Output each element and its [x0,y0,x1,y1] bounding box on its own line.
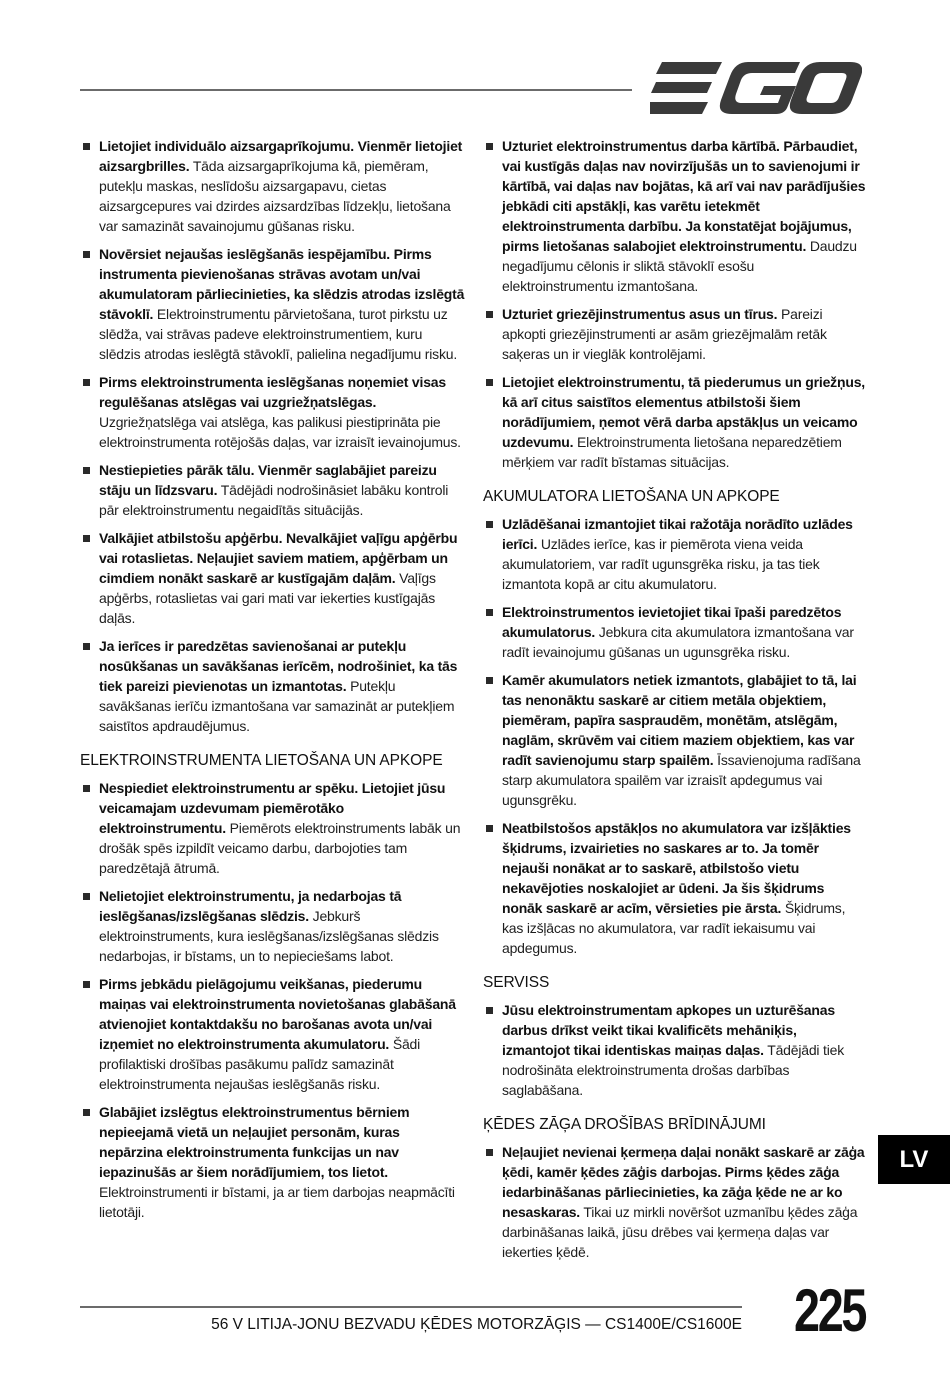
header-rule [80,89,632,91]
list-item: Jūsu elektroinstrumentam apkopes un uzturēšanas darbus drīkst veikt tikai kvalificēts mehāniķis, izmantojot tikai identiskas maiņas daļas. Tādējādi tiek nodrošināta elektroinstrumenta drošas darbības saglabāšana. [483,1000,868,1100]
section-heading: ĶĒDES ZĀĢA DROŠĪBAS BRĪDINĀJUMI [483,1116,766,1133]
list-item: Kamēr akumulators netiek izmantots, glabājiet to tā, lai tas nenonāktu saskarē ar citiem metāla objektiem, piemēram, papīra saspraudēm, monētām, atslēgām, naglām, skrūvēm vai citiem maziem objektiem, kas var radīt savienojumu starp spailēm. Īssavienojuma radīšana starp akumulatora spailēm var izraisīt apdegumus vai ugunsgrēku. [483,670,868,810]
section-heading: AKUMULATORA LIETOŠANA UN APKOPE [483,488,780,505]
ego-logo [650,62,862,114]
list-item: Glabājiet izslēgtus elektroinstrumentus bērniem nepieejamā vietā un neļaujiet personām, kuras nepārzina elektroinstrumenta funkcijas un nav iepazinušās ar šiem norādījumiem, tos lietot. Elektroinstrumenti ir bīstami, ja ar tiem darbojas neapmācīti lietotāji. [80,1102,465,1222]
list-item: Nelietojiet elektroinstrumentu, ja nedarbojas tā ieslēgšanas/izslēgšanas slēdzis. Jebkurš elektroinstruments, kura ieslēgšanas/izslēgšanas slēdzis nedarbojas, ir bīstams, un to nepieciešams labot. [80,886,465,966]
list-item: Pirms elektroinstrumenta ieslēgšanas noņemiet visas regulēšanas atslēgas vai uzgriežņatslēgas. Uzgriežņatslēga vai atslēga, kas palikusi piestiprināta pie elektroinstrumenta rotējošās daļas, var izraisīt ievainojumus. [80,372,465,452]
section-heading: ELEKTROINSTRUMENTA LIETOŠANA UN APKOPE [80,752,443,769]
list-item: Neatbilstošos apstākļos no akumulatora var izšļākties šķidrums, izvairieties no saskares ar to. Ja tomēr nejauši nonākat ar to saskarē, atbilstošo vietu nekavējoties noskalojiet ar ūdeni. Ja šis šķidrums nonāk saskarē ar acīm, vērsieties pie ārsta. Šķidrums, kas izšļācas no akumulatora, var radīt iekaisumu vai apdegumus. [483,818,868,958]
list-item: Uzturiet griezējinstrumentus asus un tīrus. Pareizi apkopti griezējinstrumenti ar asām griezējmalām retāk saķeras un ir vieglāk kontrolējami. [483,304,868,364]
list-item: Nestiepieties pārāk tālu. Vienmēr saglabājiet pareizu stāju un līdzsvaru. Tādējādi nodrošināsiet labāku kontroli pār elektroinstrumentu negaidītās situācijās. [80,460,465,520]
language-tab: LV [878,1135,950,1184]
footer-title: 56 V LITIJA-JONU BEZVADU ĶĒDES MOTORZĀĢIS — CS1400E/CS1600E [211,1316,742,1333]
list-item: Uzturiet elektroinstrumentus darba kārtībā. Pārbaudiet, vai kustīgās daļas nav novirzījušās un to savienojumi ir kārtībā, vai daļas nav bojātas, kā arī vai nav parādījušies jebkādi citi apstākļi, kas varētu ietekmēt elektroinstrumenta darbību. Ja konstatējat bojājumus, pirms lietošanas salabojiet elektroinstrumentu. Daudzu negadījumu cēlonis ir sliktā stāvoklī esošu elektroinstrumentu izmantošana. [483,136,868,296]
list-item: Lietojiet individuālo aizsargaprīkojumu. Vienmēr lietojiet aizsargbrilles. Tāda aizsargaprīkojuma kā, piemēram, putekļu maskas, neslīdošu aizsargapavu, cietas aizsargcepures vai dzirdes aizsardzības līdzekļu, lietošana var samazināt savainojumu gūšanas risku. [80,136,465,236]
list-item: Ja ierīces ir paredzētas savienošanai ar putekļu nosūkšanas un savākšanas ierīcēm, nodrošiniet, ka tās tiek pareizi pievienotas un izmantotas. Putekļu savākšanas ierīču izmantošana var samazināt ar putekļiem saistītos apdraudējumus. [80,636,465,736]
right-column [483,136,868,1270]
list-item: Valkājiet atbilstošu apģērbu. Nevalkājiet vaļīgu apģērbu vai rotaslietas. Neļaujiet saviem matiem, apģērbam un cimdiem nonākt saskarē ar kustīgajām daļām. Vaļīgs apģērbs, rotaslietas vai gari mati var iekerties kustīgajās daļās. [80,528,465,628]
list-item: Neļaujiet nevienai ķermeņa daļai nonākt saskarē ar zāģa ķēdi, kamēr ķēdes zāģis darbojas. Pirms ķēdes zāģa iedarbināšanas pārliecinieties, ka zāģa ķēde ne ar ko nesaskaras. Tikai uz mirkli novēršot uzmanību ķēdes zāģa darbināšanas laikā, jūsu drēbes vai ķermeņa daļas var iekerties ķēdē. [483,1142,868,1262]
list-item: Pirms jebkādu pielāgojumu veikšanas, piederumu maiņas vai elektroinstrumenta novietošanas glabāšanā atvienojiet kontaktdakšu no barošanas avota un/vai izņemiet no elektroinstrumenta akumulatoru. Šādi profilaktiski drošības pasākumu palīdz samazināt elektroinstrumenta nejaušas ieslēgšanās risku. [80,974,465,1094]
page-number: 225 [794,1277,866,1344]
left-column [80,136,465,1230]
footer-rule [80,1306,742,1308]
list-item: Elektroinstrumentos ievietojiet tikai īpaši paredzētos akumulatorus. Jebkura cita akumulatora izmantošana var radīt ievainojumu gūšanas un ugunsgrēka risku. [483,602,868,662]
list-item: Nespiediet elektroinstrumentu ar spēku. Lietojiet jūsu veicamajam uzdevumam piemērotāko elektroinstrumentu. Piemērots elektroinstruments labāk un drošāk spēs izpildīt veicamo darbu, darbojoties tam paredzētajā ātrumā. [80,778,465,878]
list-item: Novērsiet nejaušas ieslēgšanās iespējamību. Pirms instrumenta pievienošanas strāvas avotam un/vai akumulatoram pārliecinieties, ka slēdzis atrodas izslēgtā stāvoklī. Elektroinstrumentu pārvietošana, turot pirkstu uz slēdža, vai strāvas padeve elektroinstrumentiem, kuru slēdzis atrodas ieslēgtā stāvoklī, palielina negadījumu risku. [80,244,465,364]
list-item: Uzlādēšanai izmantojiet tikai ražotāja norādīto uzlādes ierīci. Uzlādes ierīce, kas ir piemērota viena veida akumulatoriem, var radīt ugunsgrēka risku, ja tas tiek izmantota kopā ar citu akumulatoru. [483,514,868,594]
list-item: Lietojiet elektroinstrumentu, tā piederumus un griežņus, kā arī citus saistītos elementus atbilstoši šiem norādījumiem, ņemot vērā darba apstākļus un veicamo uzdevumu. Elektroinstrumenta lietošana neparedzētiem mērķiem var radīt bīstamas situācijas. [483,372,868,472]
section-heading: SERVISS [483,974,550,991]
